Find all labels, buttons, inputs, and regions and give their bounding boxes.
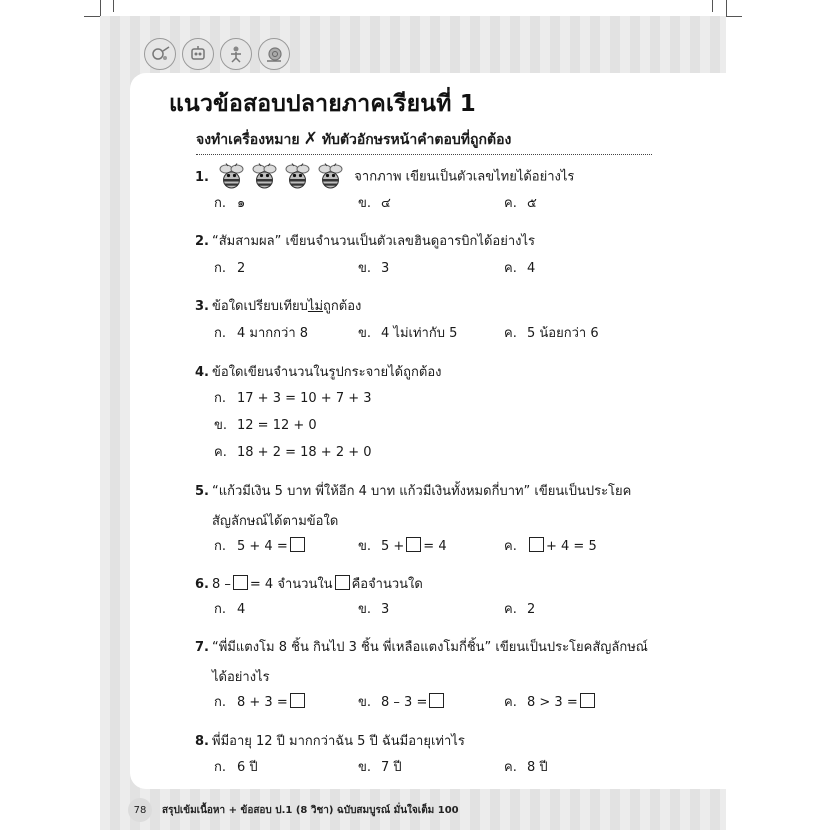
footer-book-title: สรุปเข้มเนื้อหา + ข้อสอบ ป.1 (8 วิชา) ฉบับสมบูรณ์ มั่นใจเต็ม 100	[162, 804, 459, 816]
option-label: ค.	[504, 326, 517, 341]
question-2	[195, 233, 535, 251]
option-b[interactable]	[358, 693, 446, 712]
crop-mark	[113, 0, 114, 12]
question-text-mid: = 4 จำนวนใน	[249, 577, 333, 592]
option-text: 8 > 3 =	[527, 695, 578, 710]
option-label: ค.	[504, 261, 517, 276]
option-b[interactable]	[214, 417, 317, 435]
question-number: 4.	[195, 365, 209, 380]
option-a[interactable]	[214, 601, 245, 619]
option-c[interactable]	[504, 759, 548, 777]
option-label: ค.	[504, 539, 517, 554]
question-1	[195, 163, 574, 191]
answer-box	[233, 575, 248, 590]
question-4	[195, 364, 441, 382]
option-label: ข.	[358, 602, 372, 617]
page-footer	[128, 798, 459, 822]
crop-mark	[726, 0, 727, 16]
option-label: ข.	[358, 760, 372, 775]
page-title: แนวข้อสอบปลายภาคเรียนที่ 1	[169, 91, 476, 117]
x-mark-icon: ✗	[303, 129, 318, 149]
question-text: จากภาพ เขียนเป็นตัวเลขไทยได้อย่างไร	[354, 169, 575, 185]
question-text-after: ถูกต้อง	[323, 299, 362, 314]
option-text: 6 ปี	[237, 760, 258, 775]
question-text-line-2: สัญลักษณ์ได้ตามข้อใด	[212, 514, 339, 529]
option-label: ก.	[214, 602, 227, 617]
question-text: “พี่มีแตงโม 8 ชิ้น กินไป 3 ชิ้น พี่เหลือแตงโมกี่ชิ้น” เขียนเป็นประโยคสัญลักษณ์	[212, 640, 648, 655]
question-text-pre: 8 –	[212, 577, 231, 592]
question-8	[195, 733, 465, 751]
question-7	[195, 639, 648, 657]
option-b[interactable]	[358, 601, 389, 619]
option-label: ข.	[358, 326, 372, 341]
option-a[interactable]	[214, 390, 372, 408]
option-c[interactable]	[214, 444, 372, 462]
gardening-icon	[220, 38, 252, 70]
option-text: 4	[237, 602, 246, 617]
option-text: 3	[381, 261, 390, 276]
question-number: 7.	[195, 640, 209, 655]
option-b[interactable]	[358, 537, 447, 556]
option-a[interactable]	[214, 759, 258, 777]
question-text-before: ข้อใดเปรียบเทียบ	[212, 299, 308, 314]
option-text: ๑	[237, 196, 246, 211]
option-label: ข.	[214, 418, 228, 433]
option-text: 3	[381, 602, 390, 617]
answer-box	[290, 693, 305, 708]
question-text-post: คือจำนวนใด	[351, 577, 423, 592]
instruction	[196, 129, 652, 155]
bee-picture	[216, 163, 346, 191]
question-text: “สัมสามผล” เขียนจำนวนเป็นตัวเลขฮินดูอารบิกได้อย่างไร	[212, 234, 535, 249]
answer-box	[335, 575, 350, 590]
option-label: ข.	[358, 196, 372, 211]
question-6	[195, 575, 423, 594]
crop-mark	[712, 0, 713, 12]
question-number: 8.	[195, 734, 209, 749]
option-label: ข.	[358, 695, 372, 710]
answer-box	[429, 693, 444, 708]
option-b[interactable]	[358, 325, 457, 343]
option-text: 18 + 2 = 18 + 2 + 0	[237, 445, 372, 460]
option-label: ค.	[214, 445, 227, 460]
option-c[interactable]	[504, 195, 537, 213]
question-5	[195, 483, 631, 501]
option-text: 8 ปี	[527, 760, 548, 775]
option-text: 4 มากกว่า 8	[237, 326, 309, 341]
option-c[interactable]	[504, 693, 597, 712]
option-a[interactable]	[214, 195, 245, 213]
question-number: 1.	[195, 169, 209, 185]
option-label: ก.	[214, 196, 227, 211]
option-a[interactable]	[214, 693, 307, 712]
question-text: ข้อใดเขียนจำนวนในรูปกระจายได้ถูกต้อง	[212, 365, 442, 380]
option-text: ๔	[381, 196, 391, 211]
option-label: ก.	[214, 326, 227, 341]
option-b[interactable]	[358, 195, 391, 213]
bee-icon	[282, 163, 313, 191]
option-a[interactable]	[214, 260, 245, 278]
option-text-after: + 4 = 5	[546, 539, 597, 554]
instruction-after: ทับตัวอักษรหน้าคำตอบที่ถูกต้อง	[321, 132, 512, 148]
option-c[interactable]	[504, 537, 597, 556]
option-label: ก.	[214, 391, 227, 406]
answer-box	[529, 537, 544, 552]
question-number: 5.	[195, 484, 209, 499]
option-label: ค.	[504, 760, 517, 775]
option-label: ค.	[504, 695, 517, 710]
question-number: 3.	[195, 299, 209, 314]
crop-mark	[100, 0, 101, 16]
option-c[interactable]	[504, 260, 535, 278]
option-a[interactable]	[214, 537, 307, 556]
question-text-underlined: ไม่	[307, 299, 324, 314]
page-number: 78	[128, 798, 152, 822]
option-text: 8 – 3 =	[381, 695, 428, 710]
option-label: ก.	[214, 760, 227, 775]
answer-box	[580, 693, 595, 708]
option-a[interactable]	[214, 325, 308, 343]
option-c[interactable]	[504, 325, 599, 343]
cooking-icon	[144, 38, 176, 70]
option-b[interactable]	[358, 260, 389, 278]
option-text: 5 น้อยกว่า 6	[527, 326, 599, 341]
snail-icon	[258, 38, 290, 70]
crop-mark	[726, 16, 742, 17]
option-label: ข.	[358, 539, 372, 554]
option-text: 4	[527, 261, 536, 276]
option-text: 7 ปี	[381, 760, 402, 775]
bee-icon	[216, 163, 247, 191]
option-label: ก.	[214, 261, 227, 276]
option-text-after: = 4	[423, 539, 447, 554]
option-text: 8 + 3 =	[237, 695, 288, 710]
header-icon-row	[144, 38, 290, 70]
option-text: ๕	[527, 196, 537, 211]
answer-box	[290, 537, 305, 552]
robot-icon	[182, 38, 214, 70]
instruction-before: จงทำเครื่องหมาย	[196, 132, 300, 148]
option-label: ข.	[358, 261, 372, 276]
question-text: “แก้วมีเงิน 5 บาท พี่ให้อีก 4 บาท แก้วมีเงินทั้งหมดกี่บาท” เขียนเป็นประโยค	[212, 484, 632, 499]
option-label: ค.	[504, 602, 517, 617]
bee-icon	[249, 163, 280, 191]
option-text: 12 = 12 + 0	[237, 418, 317, 433]
option-b[interactable]	[358, 759, 402, 777]
question-text-line-2: ได้อย่างไร	[212, 670, 270, 685]
option-label: ก.	[214, 695, 227, 710]
crop-mark	[84, 16, 100, 17]
option-text: 17 + 3 = 10 + 7 + 3	[237, 391, 372, 406]
question-text: พี่มีอายุ 12 ปี มากกว่าฉัน 5 ปี ฉันมีอายุเท่าไร	[212, 734, 465, 749]
option-text: 2	[527, 602, 536, 617]
option-c[interactable]	[504, 601, 535, 619]
option-text: 5 +	[381, 539, 405, 554]
question-3	[195, 298, 361, 316]
option-text: 4 ไม่เท่ากับ 5	[381, 326, 458, 341]
option-text: 5 + 4 =	[237, 539, 288, 554]
question-number: 2.	[195, 234, 209, 249]
answer-box	[406, 537, 421, 552]
option-label: ค.	[504, 196, 517, 211]
bee-icon	[315, 163, 346, 191]
question-number: 6.	[195, 577, 209, 592]
option-label: ก.	[214, 539, 227, 554]
option-text: 2	[237, 261, 246, 276]
